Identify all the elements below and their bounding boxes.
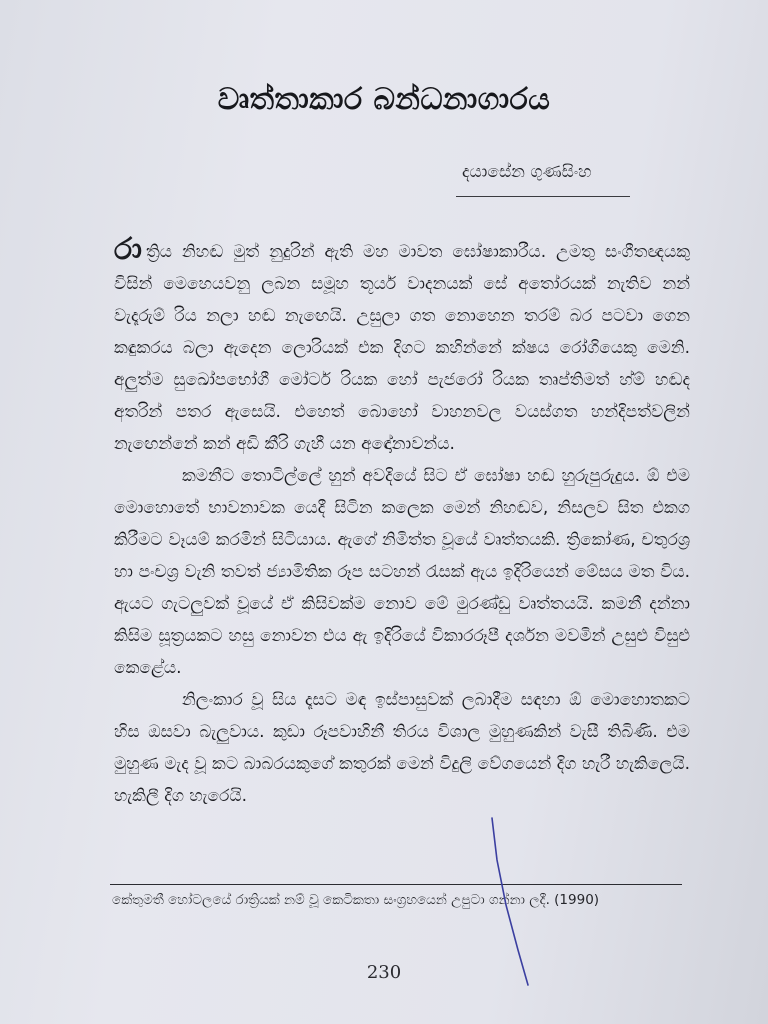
author-name: දයාසේන ගුණසිංහ xyxy=(462,162,592,182)
author-underline xyxy=(456,196,630,197)
paragraph-2: කමනීට තොටිල්ලේ හුන් අවදියේ සිට ඒ ඝෝෂා හඬ හුරුපුරුදුය. ඕ එම මොහොතේ භාවනාවක යෙදී සිටින කලෙක මෙන් නිහඬව, නිසලව සිත එකග කිරීමට වෑයම් කරමින් සිටියාය. ඇගේ නිමිත්ත වූයේ වෘත්තයකි. ත්‍රිකෝණ, චතුරශ්‍ර හා පංචශ්‍ර වැනි තවත් ජ්‍යාමිතික රූප සටහන් රැසක් ඇය ඉදිරියෙන් මේසය මත විය. ඇයට ගැටලුවක් වූයේ ඒ කිසිවක්ම නොව මේ මුරණ්ඩු වෘත්තයයි. කමනී දන්නා කිසිම සූත්‍රයකට හසු නොවන එය ඇ ඉදිරියේ විකාරරූපී දර්ශන මවමින් උසුළු විසුළු කෙළේය. xyxy=(114,466,690,678)
page-title: වෘත්තාකාර බන්ධනාගාරය xyxy=(217,82,551,117)
paragraph-1-text: ත්‍රිය නිහඬ මුත් නුදුරින් ඇති මහ මාවත ඝෝෂාකාරීය. උමතු සංගීතඥයකු විසින් මෙහෙයවනු ලබන සමූහ තූර්ය වාදනයක් සේ අතෝරයක් නැතිව නන් වැදෑරුම් රිය නලා හඬ නැඟෙයි. උසුලා ගත නොහෙන තරම් බර පටවා ගෙන කඳුකරය බලා ඇදෙන ලොරියක් එක දිගට කහින්නේ ක්ෂය රෝගියෙකු මෙනි. අලුත්ම සුඛෝපභෝගී මෝටර් රියක හෝ පැජරෝ රියක තෘප්තිමත් හ්ම් හඬද අතරින් පතර ඇසෙයි. එහෙත් බොහෝ වාහනවල වයස්ගත හන්දිපත්වලින් නැඟෙන්නේ කන් අඩි කීරි ගැහී යන අඳෝනාවන්ය. xyxy=(114,242,690,454)
drop-cap: රා xyxy=(114,232,142,267)
story-body xyxy=(114,232,690,812)
page-number: 230 xyxy=(366,962,402,983)
footnote: කේතුමතී හෝටලයේ රාත්‍රියක් නම් වූ කෙටිකතා සංග්‍රහයෙන් උපුටා ගන්නා ලදී. (1990) xyxy=(112,892,600,908)
paragraph-3: නිලංකාර වූ සිය දෑසට මඳ ඉස්පාසුවක් ලබාදීම සඳහා ඕ මොහොතකට හිස ඔසවා බැලුවාය. කුඩා රූපවාහිනී තිරය විශාල මුහුණකින් වැසී තිබිණි. එම මුහුණ මැද වූ කට බාබරයකුගේ කතුරක් මෙන් විදුලි වේගයෙන් දිග හැරී හැකිලෙයි. හැකිලී දිග හැරෙයි. xyxy=(114,690,690,806)
footnote-divider xyxy=(110,884,682,885)
paragraph-1 xyxy=(114,232,690,460)
